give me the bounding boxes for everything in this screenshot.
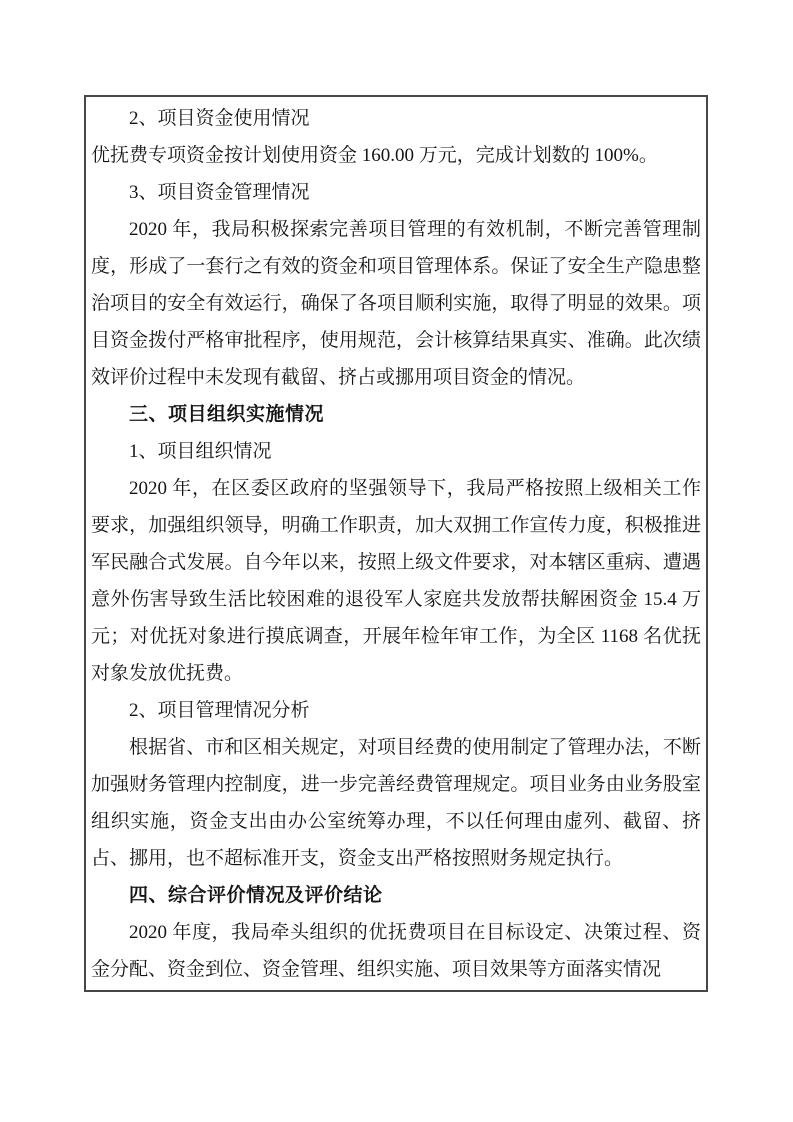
paragraph: 优抚费专项资金按计划使用资金 160.00 万元，完成计划数的 100%。 <box>91 145 658 166</box>
section-heading: 四、综合评价情况及评价结论 <box>129 885 383 906</box>
paragraph: 2020 年，我局积极探索完善项目管理的有效机制，不断完善管理制度，形成了一套行之有效的资金和项目管理体系。保证了安全生产隐患整治项目的安全有效运行，确保了各项目顺利实施，取得了明显的效果。项目资金拨付严格审批程序，使用规范，会计核算结果真实、准确。此次绩效评价过程中未发现有截留、挤占或挪用项目资金的情况。 <box>91 219 701 388</box>
paragraph: 3、项目资金管理情况 <box>129 182 310 203</box>
paragraph: 2020 年度，我局牵头组织的优抚费项目在目标设定、决策过程、资金分配、资金到位、资金管理、组织实施、项目效果等方面落实情况 <box>91 922 701 980</box>
paragraph: 1、项目组织情况 <box>129 441 272 462</box>
report-table-cell <box>84 95 708 992</box>
paragraph: 根据省、市和区相关规定，对项目经费的使用制定了管理办法，不断加强财务管理内控制度，进一步完善经费管理规定。项目业务由业务股室组织实施，资金支出由办公室统筹办理，不以任何理由虚列、截留、挤占、挪用，也不超标准开支，资金支出严格按照财务规定执行。 <box>91 737 701 869</box>
paragraph: 2020 年，在区委区政府的坚强领导下，我局严格按照上级相关工作要求，加强组织领导，明确工作职责，加大双拥工作宣传力度，积极推进军民融合式发展。自今年以来，按照上级文件要求，对本辖区重病、遭遇意外伤害导致生活比较困难的退役军人家庭共发放帮扶解困资金 15.4 万元；对优抚对象进行摸底调查，开展年检年审工作，为全区 1168 名优抚对象发放优抚费。 <box>91 478 701 684</box>
paragraph: 2、项目管理情况分析 <box>129 700 310 721</box>
section-heading: 三、项目组织实施情况 <box>129 404 325 425</box>
paragraph: 2、项目资金使用情况 <box>129 108 310 129</box>
